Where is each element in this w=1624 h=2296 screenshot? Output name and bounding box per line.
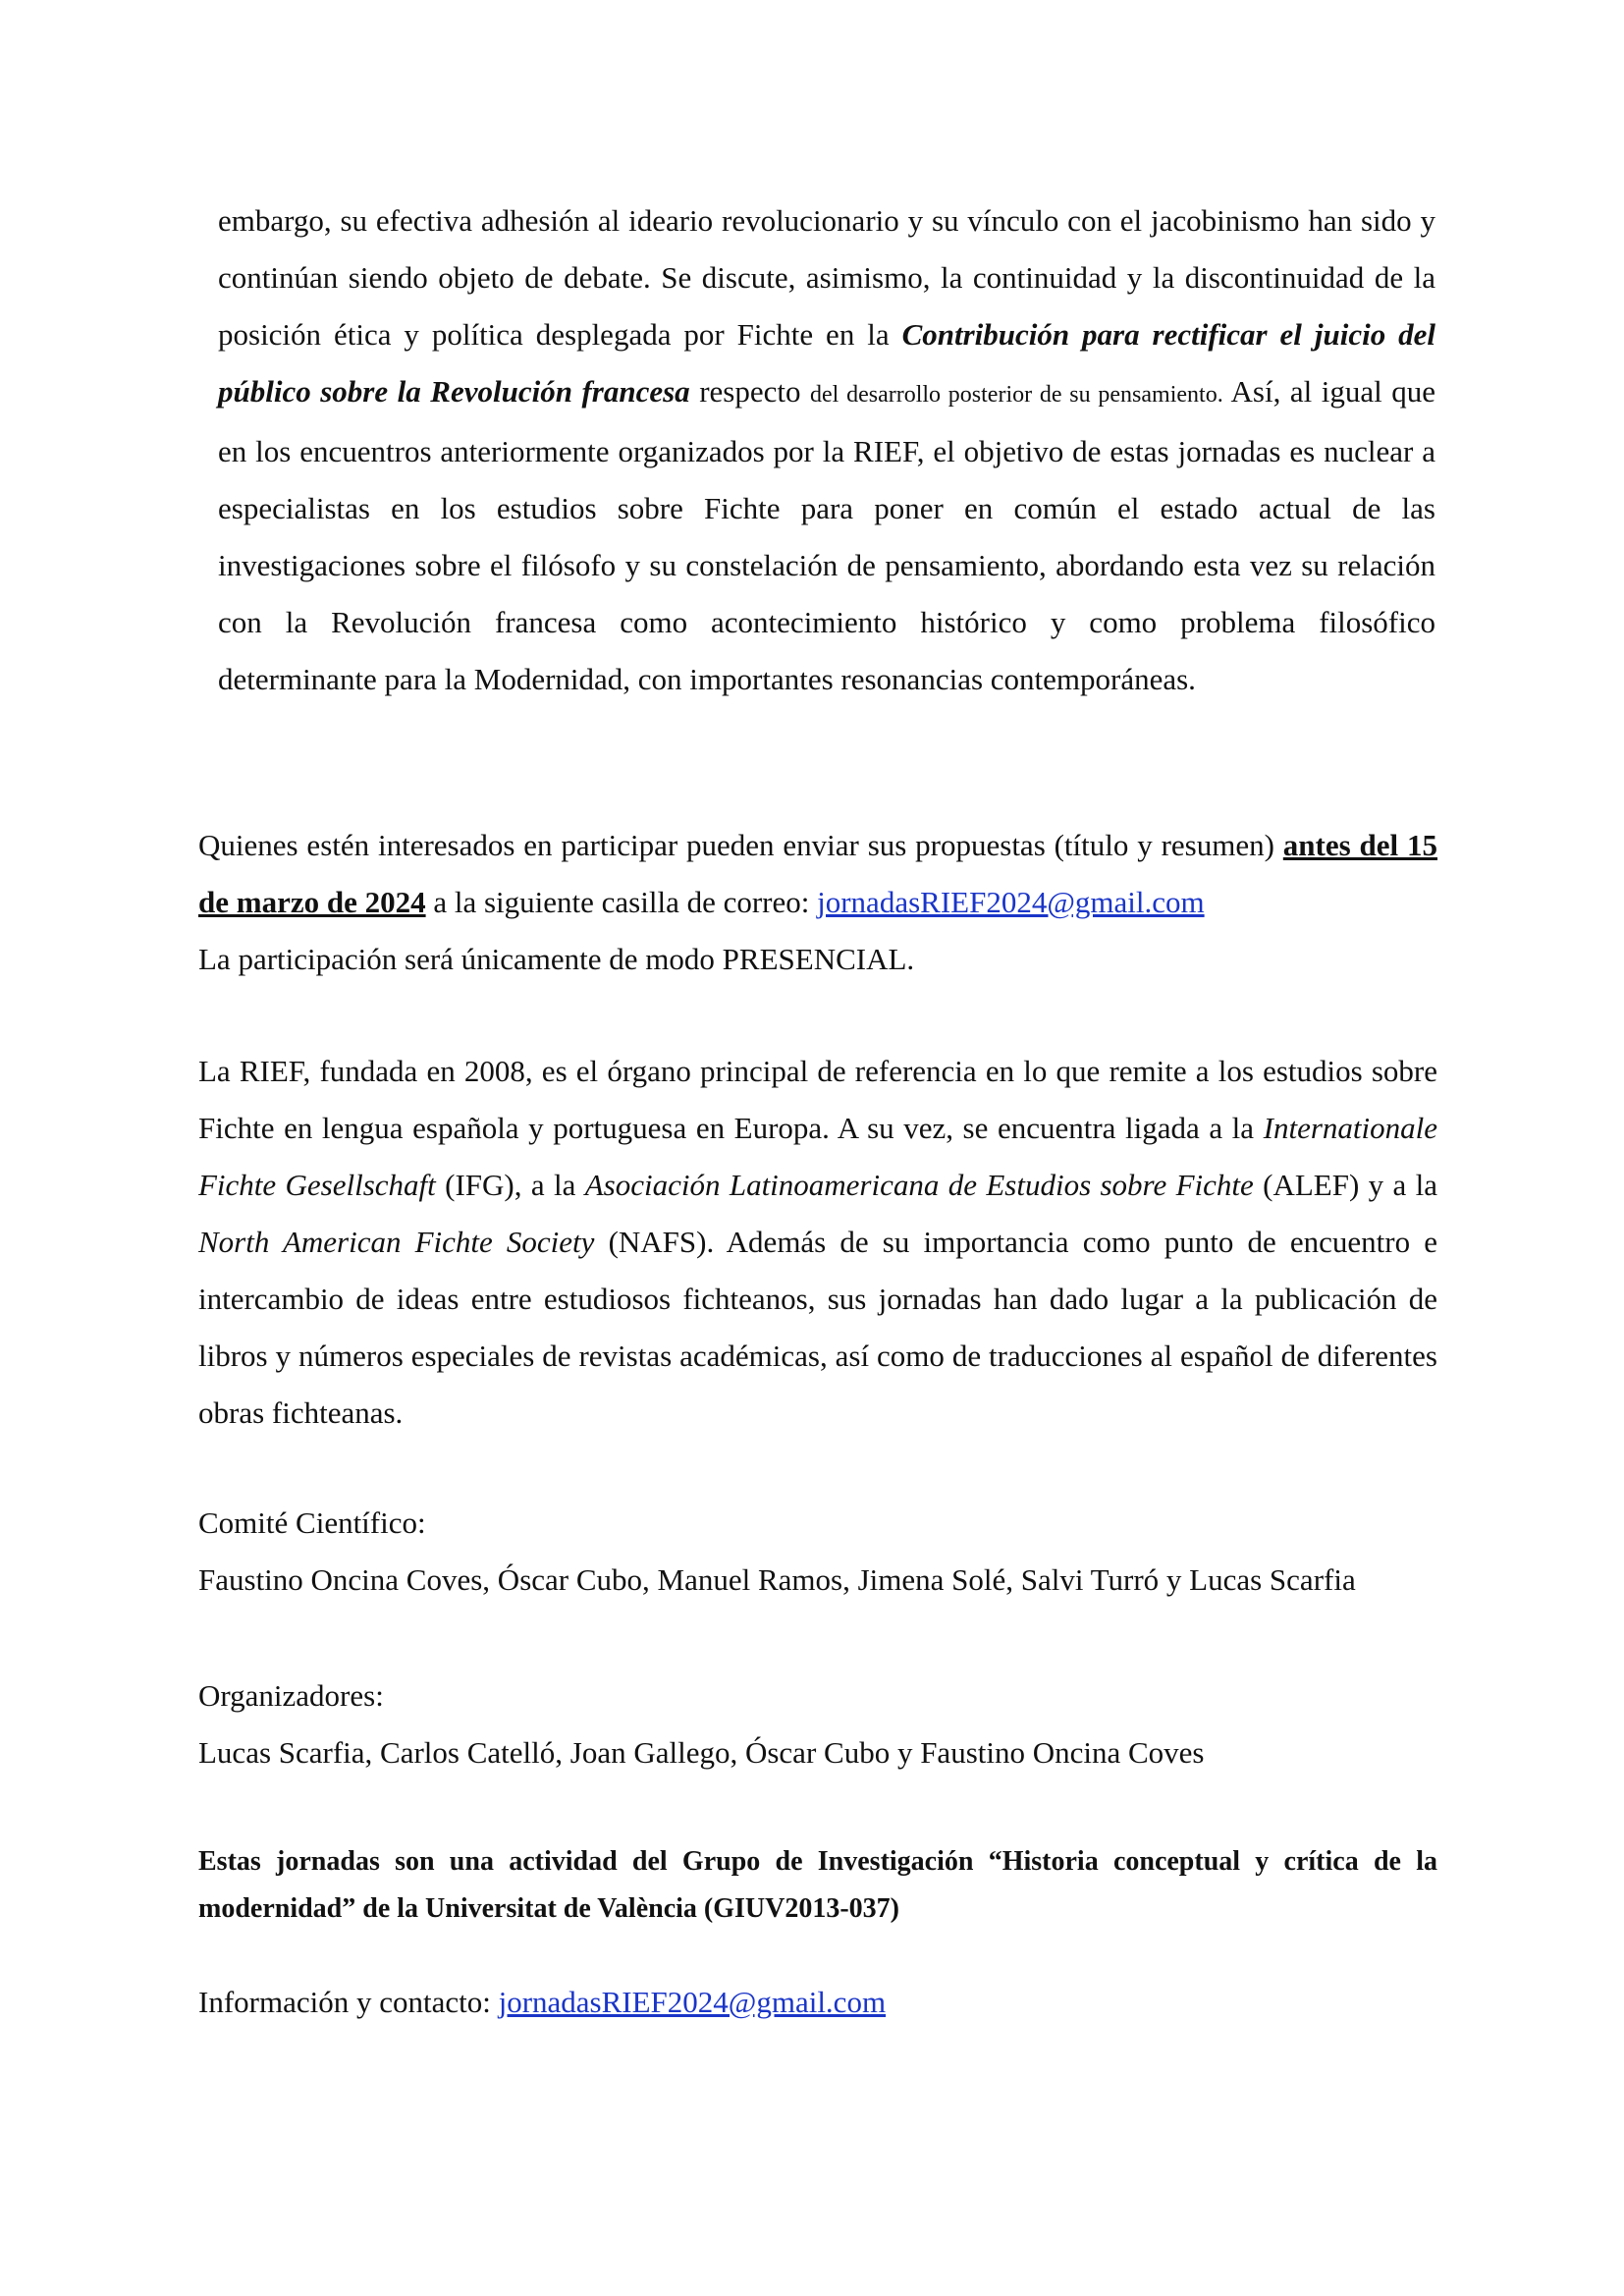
contact-email-link[interactable]: jornadasRIEF2024@gmail.com <box>498 1985 887 2019</box>
email-link[interactable]: jornadasRIEF2024@gmail.com <box>817 885 1205 919</box>
call-text-1: Quienes estén interesados en participar pueden enviar sus propuestas (título y resumen) <box>198 828 1283 862</box>
nafs-name: North American Fichte Society <box>198 1225 595 1259</box>
contact-label: Información y contacto: <box>198 1985 499 2019</box>
activity-note: Estas jornadas son una actividad del Grupo de Investigación “Historia conceptual y crítica de la modernidad” de la Universitat de València (GIUV2013-037) <box>198 1846 1437 1924</box>
ifg-name: Internationale Fichte Gesellschaft <box>198 1111 1437 1202</box>
alef-name: Asociación Latinoamericana de Estudios sobre Fichte <box>584 1168 1254 1202</box>
contact-section <box>198 1974 1437 2031</box>
rief-paragraph <box>198 1043 1437 1442</box>
intro-text-2: respecto <box>689 374 810 409</box>
organizers-section <box>198 1667 1437 1781</box>
rief-text-2: (IFG), a la <box>435 1168 585 1202</box>
organizers-label: Organizadores: <box>198 1678 384 1713</box>
intro-text-small: del desarrollo posterior de su pensamiento. <box>809 382 1223 408</box>
organizers-members: Lucas Scarfia, Carlos Catelló, Joan Gallego, Óscar Cubo y Faustino Oncina Coves <box>198 1735 1205 1770</box>
committee-section <box>198 1495 1437 1609</box>
rief-text-3: (ALEF) y a la <box>1253 1168 1437 1202</box>
committee-label: Comité Científico: <box>198 1505 426 1540</box>
call-paragraph <box>198 817 1437 988</box>
intro-paragraph <box>218 192 1435 708</box>
intro-text-4: Así, al igual que en los encuentros anteriormente organizados por la RIEF, el objetivo de estas jornadas es nuclear a especialistas en los estudios sobre Fichte para poner en común el estado actual de las investigaciones sobre el filósofo y su constelación de pensamiento, abordando esta vez su relación con la Revolución francesa como acontecimiento histórico y como problema filosófico determinante para la Modernidad, con importantes resonancias contemporáneas. <box>218 374 1435 696</box>
deadline-text: antes del 15 de marzo de 2024 <box>198 828 1438 919</box>
intro-text-1: embargo, su efectiva adhesión al ideario revolucionario y su vínculo con el jacobinismo han sido y continúan siendo objeto de debate. Se discute, asimismo, la continuidad y la discontinuidad de la posición ética y política desplegada por Fichte en la <box>218 203 1435 352</box>
participation-note: La participación será únicamente de modo PRESENCIAL. <box>198 942 915 976</box>
call-text-2: a la siguiente casilla de correo: <box>425 885 818 919</box>
committee-members: Faustino Oncina Coves, Óscar Cubo, Manuel Ramos, Jimena Solé, Salvi Turró y Lucas Scarfia <box>198 1562 1356 1597</box>
work-title: Contribución para rectificar el juicio del público sobre la Revolución francesa <box>218 317 1435 409</box>
rief-text-1: La RIEF, fundada en 2008, es el órgano principal de referencia en lo que remite a los estudios sobre Fichte en lengua española y portuguesa en Europa. A su vez, se encuentra ligada a la <box>198 1054 1437 1145</box>
rief-text-4: (NAFS). Además de su importancia como punto de encuentro e intercambio de ideas entre estudiosos fichteanos, sus jornadas han dado lugar a la publicación de libros y números especiales de revistas académicas, así como de traducciones al español de diferentes obras fichteanas. <box>198 1225 1437 1430</box>
